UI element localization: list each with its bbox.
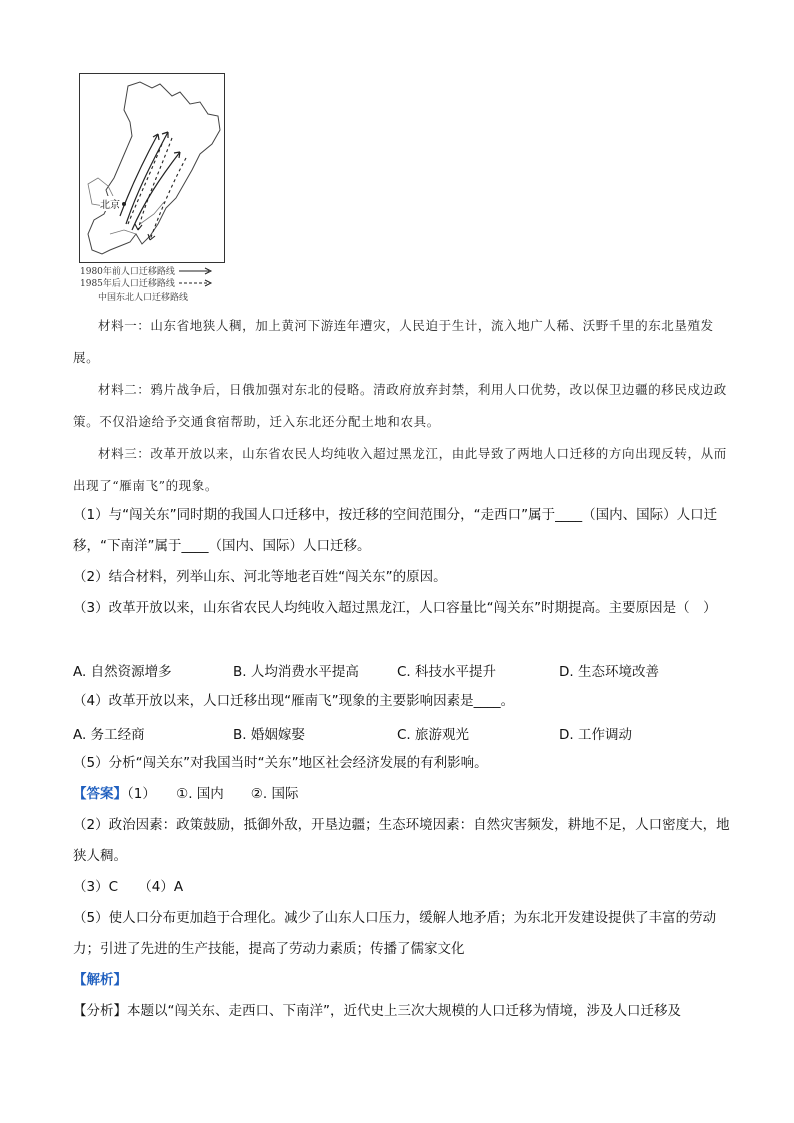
answer-5: （5）使人口分布更加趋于合理化。减少了山东人口压力，缓解人地矛盾；为东北开发建设提供了丰富的劳动力；引进了先进的生产技能，提高了劳动力素质；传播了儒家文化: [73, 910, 717, 957]
answer-2: （2）政治因素：政策鼓励，抵御外敌，开垦边疆；生态环境因素：自然灾害频发，耕地不足，人口密度大，地狭人稠。: [73, 817, 730, 864]
legend-after-label: 1985年后人口迁移路线: [80, 279, 175, 289]
q4-option-a: A. 务工经商: [73, 727, 145, 743]
question-4: （4）改革开放以来，人口迁移出现“雁南飞”现象的主要影响因素是____。: [73, 693, 515, 709]
answer-1: （1） ①. 国内 ②. 国际: [127, 786, 299, 802]
dashed-arrow-icon: [179, 279, 213, 287]
question-1: （1）与“闯关东”同时期的我国人口迁移中，按迁移的空间范围分，“走西口”属于____（国内、国际）人口迁移，“下南洋”属于____（国内、国际）人口迁移。: [73, 507, 718, 554]
map-caption: 中国东北人口迁移路线: [98, 293, 189, 303]
q3-option-d: D. 生态环境改善: [559, 664, 659, 680]
analysis-label: 【解析】: [73, 972, 127, 988]
beijing-label: 北京: [100, 196, 120, 211]
material-3: 材料三：改革开放以来，山东省农民人均纯收入超过黑龙江，由此导致了两地人口迁移的方向出现反转，从而出现了“雁南飞”的现象。: [73, 446, 727, 493]
question-5: （5）分析“闯关东”对我国当时“关东”地区社会经济发展的有利影响。: [73, 755, 488, 771]
q3-option-a: A. 自然资源增多: [73, 664, 172, 680]
solid-arrow-icon: [179, 267, 213, 275]
q4-option-c: C. 旅游观光: [397, 727, 470, 743]
legend-after-1985: [80, 276, 213, 289]
q4-option-b: B. 婚姻嫁娶: [233, 727, 305, 743]
q3-option-c: C. 科技水平提升: [397, 664, 497, 680]
northeast-migration-map: [79, 73, 225, 263]
answer-3-4: （3）C （4）A: [73, 879, 184, 895]
map-drawing: [80, 74, 226, 264]
material-1: 材料一：山东省地狭人稠，加上黄河下游连年遭灾，人民迫于生计，流入地广人稀、沃野千里的东北垦殖发展。: [73, 318, 714, 365]
answer-label: 【答案】: [73, 786, 127, 802]
q3-option-b: B. 人均消费水平提高: [233, 664, 359, 680]
question-3: （3）改革开放以来，山东省农民人均纯收入超过黑龙江，人口容量比“闯关东”时期提高。主要原因是（ ）: [73, 600, 717, 616]
material-2: 材料二：鸦片战争后，日俄加强对东北的侵略。清政府放弃封禁，利用人口优势，改以保卫边疆的移民戍边政策。不仅沿途给予交通食宿帮助，迁入东北还分配土地和农具。: [73, 382, 727, 429]
q4-option-d: D. 工作调动: [559, 727, 632, 743]
answer-line-1: [73, 779, 733, 810]
legend-before-label: 1980年前人口迁移路线: [80, 267, 175, 277]
question-2: （2）结合材料，列举山东、河北等地老百姓“闯关东”的原因。: [73, 569, 447, 585]
analysis-text: 【分析】本题以“闯关东、走西口、下南洋”，近代史上三次大规模的人口迁移为情境，涉及人口迁移及: [73, 1003, 681, 1019]
